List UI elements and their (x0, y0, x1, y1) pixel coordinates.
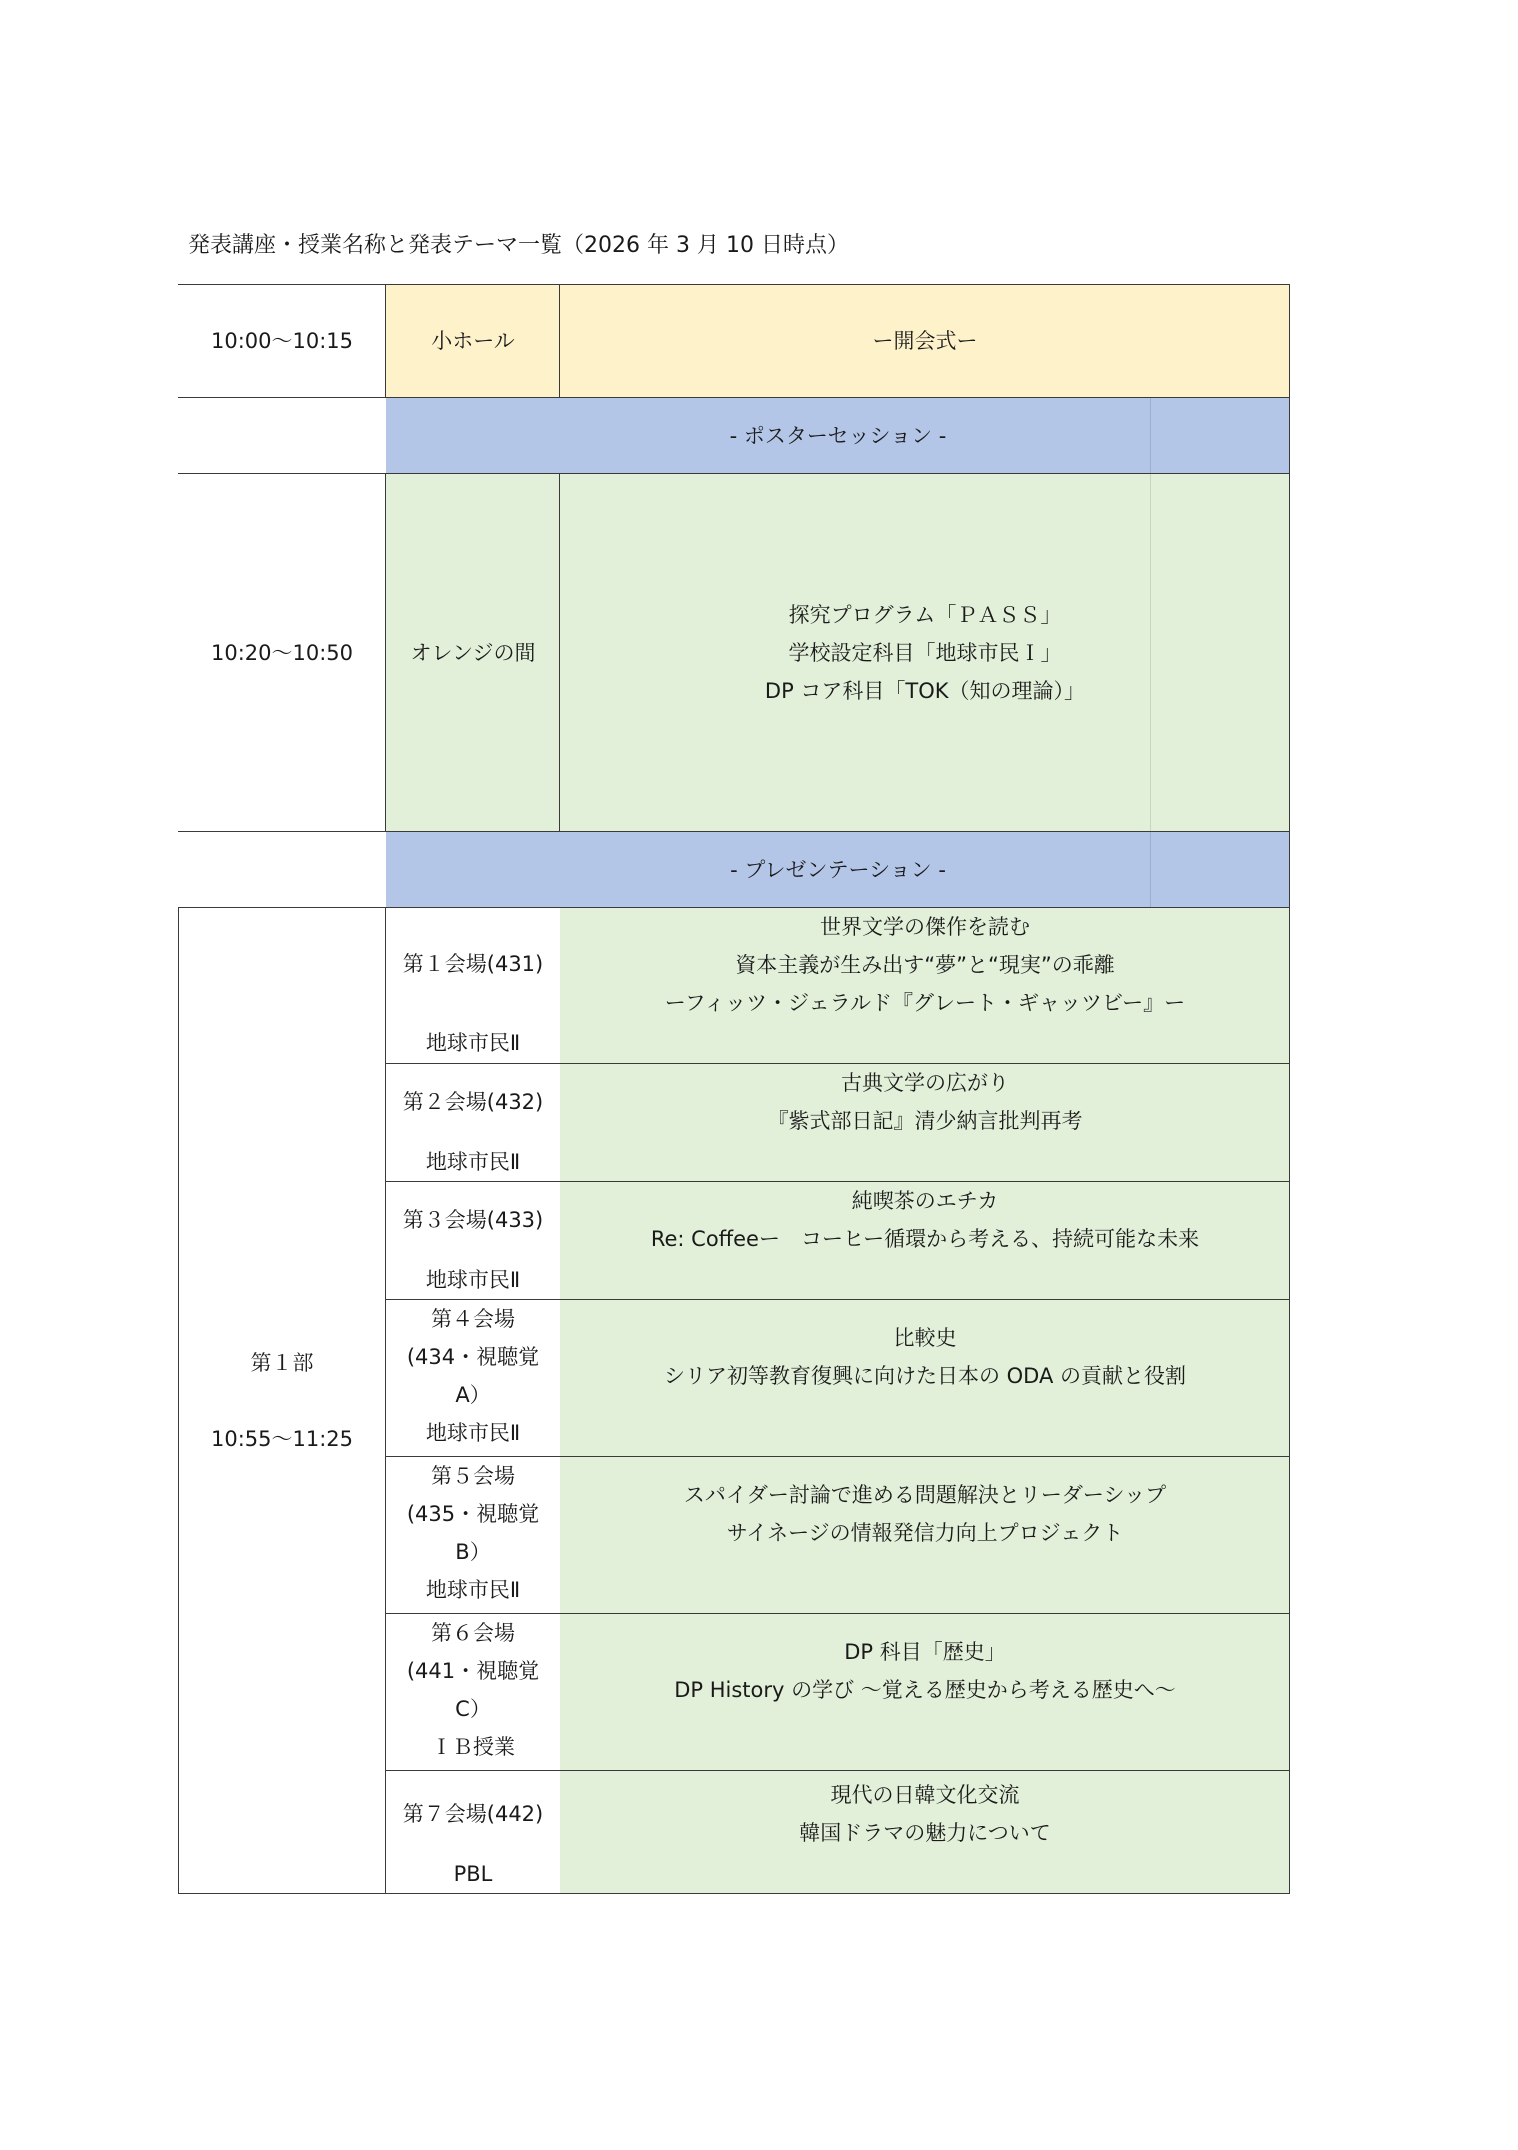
table-rule (386, 1456, 1290, 1457)
table-rule (178, 1893, 1290, 1894)
poster-time: 10:20〜10:50 (210, 641, 354, 665)
room4-venue-line: 第４会場 (431, 1307, 515, 1331)
part1-label: 第１部 (250, 1351, 314, 1375)
opening-label-cell (560, 284, 1290, 398)
table-rule (385, 473, 386, 832)
table-rule (386, 1063, 1290, 1064)
room6-venue (386, 1614, 560, 1766)
room1-course: 地球市民Ⅱ (425, 1031, 521, 1055)
room4-theme-line: 比較史 (893, 1326, 957, 1350)
table-rule (1150, 474, 1151, 831)
table-rule (386, 1299, 1290, 1300)
presentation-theme-background (560, 908, 1290, 1894)
room6-theme-line: DP History の学び ～覚える歴史から考える歴史へ～ (674, 1678, 1176, 1702)
table-rule (559, 284, 560, 398)
part1-cell (178, 908, 386, 1894)
room6-theme (560, 1633, 1290, 1709)
room4-venue-line: A） (455, 1383, 491, 1407)
room3-course: 地球市民Ⅱ (425, 1268, 521, 1292)
room2-venue: 第２会場(432) (402, 1090, 544, 1114)
room1-theme-line: 世界文学の傑作を読む (820, 915, 1030, 939)
room2-theme-line: 古典文学の広がり (841, 1071, 1009, 1095)
room4-course: 地球市民Ⅱ (425, 1421, 521, 1445)
room5-venue-line: B） (455, 1540, 491, 1564)
table-rule (178, 831, 1290, 832)
poster-section-header (386, 398, 1290, 474)
room7-theme-line: 現代の日韓文化交流 (830, 1783, 1020, 1807)
room2-course: 地球市民Ⅱ (425, 1150, 521, 1174)
table-rule (1289, 284, 1290, 1894)
room1-theme-line: 資本主義が生み出す“夢”と“現実”の乖離 (735, 953, 1115, 977)
room2-theme-line: 『紫式部日記』清少納言批判再考 (767, 1109, 1083, 1133)
room7-course: PBL (453, 1862, 493, 1886)
opening-time: 10:00〜10:15 (210, 329, 354, 353)
room3-theme (560, 1182, 1290, 1258)
room1-venue: 第１会場(431) (402, 952, 544, 976)
room5-venue (386, 1457, 560, 1609)
room5-theme-line: サイネージの情報発信力向上プロジェクト (726, 1521, 1124, 1545)
presentation-section-title: - プレゼンテーション - (730, 858, 946, 882)
presentation-section-header (386, 832, 1290, 908)
table-rule (178, 473, 1290, 474)
table-rule (385, 284, 386, 398)
room6-venue-line: (441・視聴覚 (406, 1659, 540, 1683)
room4-venue-line: (434・視聴覚 (406, 1345, 540, 1369)
room7-venue: 第７会場(442) (402, 1802, 544, 1826)
room2-theme (560, 1064, 1290, 1140)
room1-theme-line: ーフィッツ・ジェラルド『グレート・ギャッツビー』ー (664, 991, 1186, 1015)
room4-theme-line: シリア初等教育復興に向けた日本の ODA の貢献と役割 (663, 1364, 1187, 1388)
room5-venue-line: 第５会場 (431, 1464, 515, 1488)
room6-venue-line: C） (455, 1697, 491, 1721)
room4-venue (386, 1300, 560, 1452)
room5-theme-line: スパイダー討論で進める問題解決とリーダーシップ (683, 1483, 1167, 1507)
room7-theme (560, 1776, 1290, 1852)
poster-time-cell (178, 474, 386, 832)
room4-theme (560, 1319, 1290, 1395)
table-rule (1150, 832, 1151, 907)
table-rule (178, 907, 179, 1894)
table-rule (385, 907, 386, 1894)
table-rule (178, 284, 1290, 285)
room7-theme-line: 韓国ドラマの魅力について (799, 1821, 1051, 1845)
room3-theme-line: 純喫茶のエチカ (851, 1189, 999, 1213)
poster-program-line: 探究プログラム「ＰＡＳＳ」 (788, 603, 1062, 627)
poster-section-title: - ポスターセッション - (729, 424, 947, 448)
poster-venue: オレンジの間 (410, 641, 536, 665)
part1-time: 10:55〜11:25 (210, 1427, 354, 1451)
poster-program-line: DP コア科目「TOK（知の理論）」 (764, 679, 1086, 703)
opening-label: ー開会式ー (872, 329, 978, 353)
room5-venue-line: (435・視聴覚 (406, 1502, 540, 1526)
table-rule (178, 907, 1290, 908)
opening-venue-cell (386, 284, 560, 398)
page-title: 発表講座・授業名称と発表テーマ一覧（2026 年 3 月 10 日時点） (188, 233, 849, 258)
table-rule (386, 1770, 1290, 1771)
table-rule (559, 473, 560, 832)
table-rule (178, 397, 1290, 398)
table-rule (386, 1613, 1290, 1614)
room6-theme-line: DP 科目「歴史」 (844, 1640, 1006, 1664)
room6-venue-line: 第６会場 (431, 1621, 515, 1645)
room3-theme-line: Re: Coffeeー コーヒー循環から考える、持続可能な未来 (650, 1227, 1200, 1251)
opening-time-cell (178, 284, 386, 398)
room3-venue: 第３会場(433) (402, 1208, 544, 1232)
room1-theme (560, 908, 1290, 1022)
room5-course: 地球市民Ⅱ (425, 1578, 521, 1602)
opening-venue: 小ホール (431, 329, 515, 353)
poster-program-line: 学校設定科目「地球市民Ｉ」 (788, 641, 1062, 665)
poster-program-cell (560, 474, 1290, 832)
room6-course: ＩＢ授業 (431, 1735, 515, 1759)
poster-venue-cell (386, 474, 560, 832)
table-rule (386, 1181, 1290, 1182)
table-rule (1150, 398, 1151, 473)
room5-theme (560, 1476, 1290, 1552)
